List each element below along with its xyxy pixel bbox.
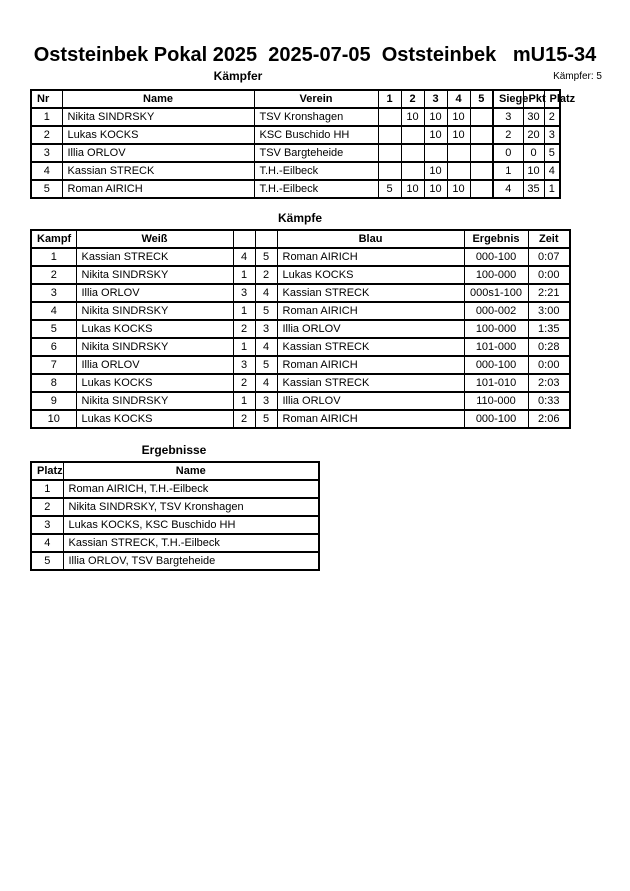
fighter-row — [31, 180, 560, 198]
cell-zeit: 0:28 — [528, 338, 570, 356]
cell-score-2 — [401, 144, 424, 162]
cell-kampf: 8 — [31, 374, 76, 392]
cell-zeit: 2:03 — [528, 374, 570, 392]
cell-blau: Kassian STRECK — [277, 338, 464, 356]
cell-pkt: 30 — [523, 108, 544, 126]
cell-score-3: 10 — [424, 108, 447, 126]
cell-nr: 1 — [31, 108, 62, 126]
cell-blau: Roman AIRICH — [277, 410, 464, 428]
cell-name: Roman AIRICH — [62, 180, 254, 198]
cell-verein: T.H.-Eilbeck — [254, 180, 378, 198]
cell-nr: 5 — [31, 180, 62, 198]
cell-weiss: Illia ORLOV — [76, 356, 233, 374]
cell-name: Kassian STRECK, T.H.-Eilbeck — [63, 534, 319, 552]
cell-score-3: 10 — [424, 162, 447, 180]
fight-row — [31, 284, 570, 302]
fighters-table — [30, 89, 576, 199]
col-header-round-4: 4 — [447, 90, 470, 108]
cell-blau-nr: 4 — [255, 284, 277, 302]
document-title: Oststeinbek Pokal 2025 2025-07-05 Oststeinbek mU15-34 — [33, 44, 597, 66]
cell-zeit: 0:07 — [528, 248, 570, 266]
result-row — [31, 498, 319, 516]
cell-weiss: Lukas KOCKS — [76, 410, 233, 428]
cell-weiss: Lukas KOCKS — [76, 320, 233, 338]
cell-kampf: 5 — [31, 320, 76, 338]
cell-weiss-nr: 2 — [233, 410, 255, 428]
col-header-weiss: Weiß — [76, 230, 233, 248]
cell-platz: 3 — [31, 516, 63, 534]
cell-zeit: 1:35 — [528, 320, 570, 338]
cell-kampf: 10 — [31, 410, 76, 428]
cell-zeit: 2:21 — [528, 284, 570, 302]
cell-score-1: 5 — [378, 180, 401, 198]
col-header-round-1: 1 — [378, 90, 401, 108]
cell-score-2: 10 — [401, 108, 424, 126]
cell-blau: Lukas KOCKS — [277, 266, 464, 284]
cell-verein: KSC Buschido HH — [254, 126, 378, 144]
fighter-row — [31, 108, 560, 126]
cell-score-5 — [470, 162, 493, 180]
results-table-body — [31, 480, 319, 570]
cell-score-4: 10 — [447, 126, 470, 144]
cell-zeit: 3:00 — [528, 302, 570, 320]
results-header-row — [31, 462, 319, 480]
cell-blau: Roman AIRICH — [277, 302, 464, 320]
cell-weiss: Nikita SINDRSKY — [76, 302, 233, 320]
results-table — [30, 461, 320, 571]
fight-row — [31, 302, 570, 320]
cell-weiss-nr: 4 — [233, 248, 255, 266]
cell-blau-nr: 5 — [255, 356, 277, 374]
cell-score-2 — [401, 126, 424, 144]
cell-weiss-nr: 2 — [233, 320, 255, 338]
col-header-nr: Nr — [31, 90, 62, 108]
fight-row — [31, 392, 570, 410]
fights-table-body — [31, 248, 570, 428]
cell-kampf: 7 — [31, 356, 76, 374]
col-header-blau-nr — [255, 230, 277, 248]
fight-row — [31, 248, 570, 266]
cell-blau-nr: 5 — [255, 302, 277, 320]
col-header-platz: Platz — [31, 462, 63, 480]
results-section-title: Ergebnisse — [141, 443, 207, 457]
fighter-row — [31, 162, 560, 180]
cell-blau: Kassian STRECK — [277, 374, 464, 392]
result-row — [31, 480, 319, 498]
cell-blau-nr: 3 — [255, 320, 277, 338]
cell-blau: Illia ORLOV — [277, 392, 464, 410]
col-header-round-2: 2 — [401, 90, 424, 108]
cell-weiss-nr: 1 — [233, 392, 255, 410]
cell-score-4 — [447, 144, 470, 162]
fight-row — [31, 320, 570, 338]
cell-name: Nikita SINDRSKY — [62, 108, 254, 126]
cell-zeit: 0:33 — [528, 392, 570, 410]
cell-siege: 3 — [493, 108, 523, 126]
cell-ergebnis: 101-010 — [464, 374, 528, 392]
cell-platz: 1 — [31, 480, 63, 498]
fighter-count-label: Kämpfer: 5 — [553, 71, 602, 82]
cell-weiss: Nikita SINDRSKY — [76, 338, 233, 356]
cell-blau-nr: 3 — [255, 392, 277, 410]
fight-row — [31, 356, 570, 374]
fighter-row — [31, 126, 560, 144]
cell-score-5 — [470, 180, 493, 198]
cell-ergebnis: 000-100 — [464, 248, 528, 266]
cell-weiss-nr: 3 — [233, 284, 255, 302]
cell-name: Nikita SINDRSKY, TSV Kronshagen — [63, 498, 319, 516]
cell-ergebnis: 110-000 — [464, 392, 528, 410]
cell-blau-nr: 5 — [255, 410, 277, 428]
cell-blau-nr: 5 — [255, 248, 277, 266]
cell-weiss: Illia ORLOV — [76, 284, 233, 302]
cell-score-1 — [378, 144, 401, 162]
cell-platz: 1 — [544, 180, 560, 198]
cell-weiss-nr: 3 — [233, 356, 255, 374]
cell-platz: 3 — [544, 126, 560, 144]
cell-platz: 4 — [31, 534, 63, 552]
cell-platz: 5 — [31, 552, 63, 570]
cell-kampf: 4 — [31, 302, 76, 320]
col-header-pkt: Pkt — [523, 90, 544, 108]
col-header-siege: Siege — [493, 90, 523, 108]
cell-score-1 — [378, 162, 401, 180]
fighters-section-title: Kämpfer — [213, 69, 263, 83]
cell-ergebnis: 000-002 — [464, 302, 528, 320]
cell-verein: T.H.-Eilbeck — [254, 162, 378, 180]
cell-score-5 — [470, 108, 493, 126]
cell-score-5 — [470, 126, 493, 144]
cell-kampf: 1 — [31, 248, 76, 266]
cell-blau-nr: 4 — [255, 374, 277, 392]
cell-nr: 4 — [31, 162, 62, 180]
cell-blau-nr: 2 — [255, 266, 277, 284]
cell-verein: TSV Bargteheide — [254, 144, 378, 162]
cell-score-4: 10 — [447, 108, 470, 126]
col-header-blau: Blau — [277, 230, 464, 248]
cell-ergebnis: 000-100 — [464, 410, 528, 428]
col-header-name: Name — [62, 90, 254, 108]
cell-platz: 4 — [544, 162, 560, 180]
col-header-ergebnis: Ergebnis — [464, 230, 528, 248]
cell-ergebnis: 100-000 — [464, 266, 528, 284]
cell-blau: Roman AIRICH — [277, 248, 464, 266]
fighters-table-body — [31, 108, 560, 198]
col-header-kampf: Kampf — [31, 230, 76, 248]
col-header-round-5: 5 — [470, 90, 493, 108]
cell-pkt: 10 — [523, 162, 544, 180]
cell-name: Kassian STRECK — [62, 162, 254, 180]
cell-score-2 — [401, 162, 424, 180]
cell-blau: Roman AIRICH — [277, 356, 464, 374]
cell-name: Illia ORLOV — [62, 144, 254, 162]
cell-blau: Kassian STRECK — [277, 284, 464, 302]
cell-weiss: Nikita SINDRSKY — [76, 266, 233, 284]
cell-zeit: 0:00 — [528, 266, 570, 284]
cell-pkt: 20 — [523, 126, 544, 144]
fight-row — [31, 338, 570, 356]
result-row — [31, 516, 319, 534]
cell-platz: 2 — [31, 498, 63, 516]
cell-weiss-nr: 1 — [233, 266, 255, 284]
cell-name: Lukas KOCKS — [62, 126, 254, 144]
cell-score-1 — [378, 108, 401, 126]
cell-ergebnis: 100-000 — [464, 320, 528, 338]
fights-section-title: Kämpfe — [277, 211, 323, 225]
cell-ergebnis: 000-100 — [464, 356, 528, 374]
cell-weiss: Kassian STRECK — [76, 248, 233, 266]
cell-blau: Illia ORLOV — [277, 320, 464, 338]
cell-zeit: 2:06 — [528, 410, 570, 428]
cell-siege: 2 — [493, 126, 523, 144]
cell-score-3: 10 — [424, 126, 447, 144]
col-header-zeit: Zeit — [528, 230, 570, 248]
fights-header-row — [31, 230, 570, 248]
cell-nr: 3 — [31, 144, 62, 162]
cell-ergebnis: 101-000 — [464, 338, 528, 356]
cell-zeit: 0:00 — [528, 356, 570, 374]
cell-name: Roman AIRICH, T.H.-Eilbeck — [63, 480, 319, 498]
col-header-platz: Platz — [544, 90, 560, 108]
cell-name: Illia ORLOV, TSV Bargteheide — [63, 552, 319, 570]
fighters-header-row — [31, 90, 560, 108]
col-header-name: Name — [63, 462, 319, 480]
cell-pkt: 35 — [523, 180, 544, 198]
result-row — [31, 552, 319, 570]
cell-score-4: 10 — [447, 180, 470, 198]
cell-verein: TSV Kronshagen — [254, 108, 378, 126]
fight-row — [31, 374, 570, 392]
cell-score-3: 10 — [424, 180, 447, 198]
fight-row — [31, 266, 570, 284]
cell-score-1 — [378, 126, 401, 144]
cell-kampf: 3 — [31, 284, 76, 302]
cell-nr: 2 — [31, 126, 62, 144]
col-header-round-3: 3 — [424, 90, 447, 108]
cell-siege: 0 — [493, 144, 523, 162]
cell-score-4 — [447, 162, 470, 180]
fight-row — [31, 410, 570, 428]
cell-weiss-nr: 1 — [233, 302, 255, 320]
cell-pkt: 0 — [523, 144, 544, 162]
cell-kampf: 9 — [31, 392, 76, 410]
fights-table — [30, 229, 571, 429]
result-row — [31, 534, 319, 552]
cell-ergebnis: 000s1-100 — [464, 284, 528, 302]
col-header-verein: Verein — [254, 90, 378, 108]
cell-platz: 5 — [544, 144, 560, 162]
fighter-row — [31, 144, 560, 162]
cell-weiss-nr: 1 — [233, 338, 255, 356]
cell-weiss-nr: 2 — [233, 374, 255, 392]
cell-blau-nr: 4 — [255, 338, 277, 356]
col-header-weiss-nr — [233, 230, 255, 248]
cell-platz: 2 — [544, 108, 560, 126]
cell-kampf: 2 — [31, 266, 76, 284]
cell-name: Lukas KOCKS, KSC Buschido HH — [63, 516, 319, 534]
cell-score-5 — [470, 144, 493, 162]
cell-siege: 1 — [493, 162, 523, 180]
cell-kampf: 6 — [31, 338, 76, 356]
cell-score-3 — [424, 144, 447, 162]
cell-weiss: Nikita SINDRSKY — [76, 392, 233, 410]
cell-score-2: 10 — [401, 180, 424, 198]
cell-siege: 4 — [493, 180, 523, 198]
cell-weiss: Lukas KOCKS — [76, 374, 233, 392]
